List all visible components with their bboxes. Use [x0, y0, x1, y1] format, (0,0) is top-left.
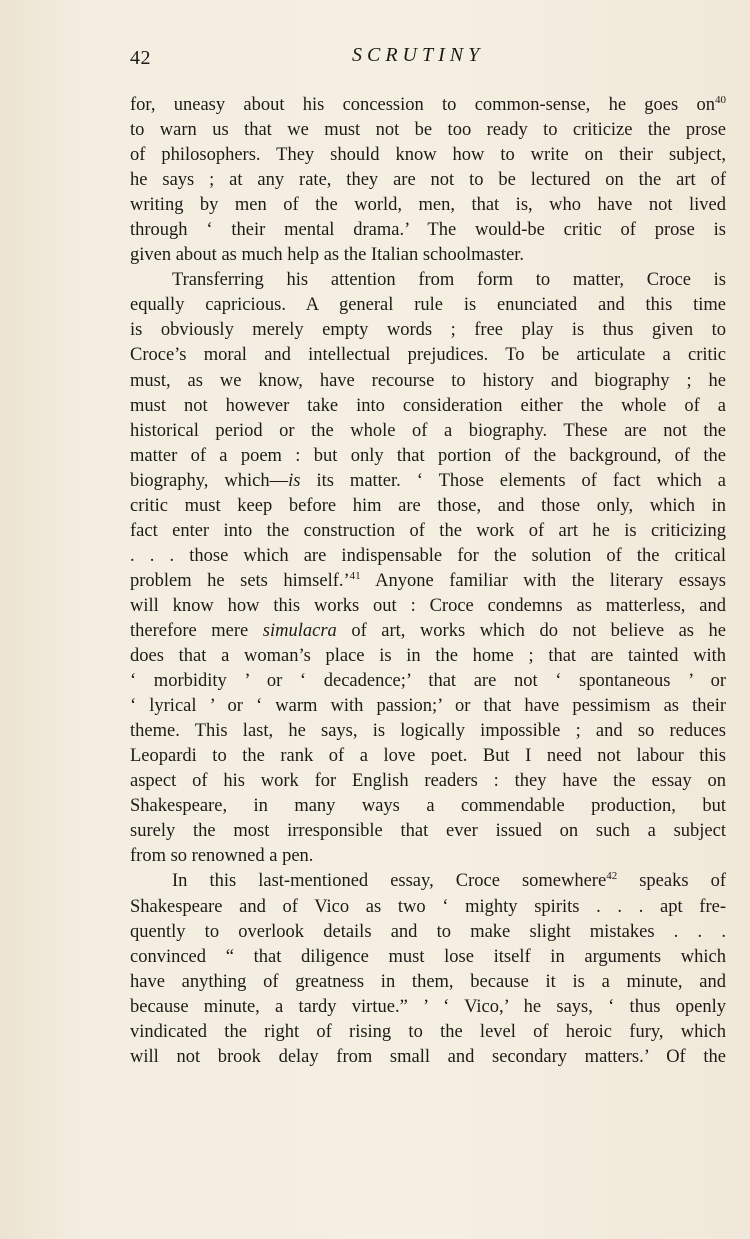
text-line: given about as much help as the Italian schoolmaster.: [130, 245, 525, 266]
text-line: must not however take into consideration either the whole of a: [130, 395, 726, 416]
text-line: equally capricious. A general rule is enunciated and this time: [130, 295, 726, 316]
running-title: SCRUTINY: [352, 44, 485, 66]
footnote-ref: 41: [349, 569, 361, 582]
text-line: [130, 93, 726, 118]
text-line: [130, 869, 726, 894]
text-line: [130, 469, 726, 494]
text-line: from so renowned a pen.: [130, 846, 314, 867]
text-line: surely the most irresponsible that ever issued on such a subject: [130, 821, 726, 842]
text-line: Leopardi to the rank of a love poet. But I need not labour this: [130, 746, 726, 767]
text-line: ‘ morbidity ’ or ‘ decadence;’ that are not ‘ spontaneous ’ or: [130, 671, 726, 692]
text-line: must, as we know, have recourse to history and biography ; he: [130, 370, 726, 391]
text-line: will know how this works out : Croce condemns as matterless, and: [130, 595, 726, 616]
emphasis: simulacra: [262, 620, 337, 641]
text-line: is obviously merely empty words ; free play is thus given to: [130, 320, 726, 341]
line-text: In this last-mentioned essay, Croce somewhere: [172, 871, 607, 892]
text-line: writing by men of the world, men, that is, who have not lived: [130, 195, 726, 216]
text-line: theme. This last, he says, is logically impossible ; and so reduces: [130, 721, 726, 742]
paragraph: [130, 93, 726, 268]
running-head: [130, 44, 726, 70]
text-line: . . . those which are indispensable for the solution of the critical: [130, 545, 726, 566]
text-line: through ‘ their mental drama.’ The would-be critic of prose is: [130, 220, 726, 241]
emphasis: is: [288, 470, 301, 491]
text-line: aspect of his work for English readers : they have the essay on: [130, 771, 726, 792]
paragraph: [130, 268, 726, 869]
text-line: [130, 569, 726, 594]
text-line: Transferring his attention from form to matter, Croce is: [172, 270, 726, 291]
line-text: its matter. ‘ Those elements of fact which a: [300, 470, 726, 491]
footnote-ref: 42: [606, 870, 618, 883]
text-line: [130, 619, 726, 644]
text-line: quently to overlook details and to make slight mistakes . . .: [130, 921, 726, 942]
line-text: Anyone familiar with the literary essays: [360, 570, 727, 591]
text-line: vindicated the right of rising to the level of heroic fury, which: [130, 1021, 726, 1042]
line-text: speaks of: [617, 871, 726, 892]
text-line: matter of a poem : but only that portion of the background, of the: [130, 445, 726, 466]
text-line: does that a woman’s place is in the home ; that are tainted with: [130, 646, 726, 667]
line-text: therefore mere: [130, 620, 263, 641]
text-line: Shakespeare and of Vico as two ‘ mighty spirits . . . apt fre-: [130, 896, 726, 917]
text-line: because minute, a tardy virtue.” ’ ‘ Vico,’ he says, ‘ thus openly: [130, 996, 726, 1017]
text-line: Croce’s moral and intellectual prejudices. To be articulate a critic: [130, 345, 726, 366]
line-text: biography, which—: [130, 470, 289, 491]
footnote-ref: 40: [715, 94, 726, 106]
text-line: he says ; at any rate, they are not to be lectured on the art of: [130, 170, 726, 191]
text-line: Shakespeare, in many ways a commendable production, but: [130, 796, 726, 817]
text-line: ‘ lyrical ’ or ‘ warm with passion;’ or that have pessimism as their: [130, 696, 726, 717]
body-text: [130, 93, 726, 1070]
text-line: of philosophers. They should know how to write on their subject,: [130, 145, 726, 166]
line-text: problem he sets himself.’: [130, 570, 350, 591]
text-line: fact enter into the construction of the work of art he is criticizing: [130, 520, 726, 541]
text-line: will not brook delay from small and secondary matters.’ Of the: [130, 1046, 726, 1067]
paragraph: [130, 869, 726, 1069]
text-line: to warn us that we must not be too ready to criticize the prose: [130, 120, 726, 141]
text-line: historical period or the whole of a biography. These are not the: [130, 420, 726, 441]
text-line: convinced “ that diligence must lose itself in arguments which: [130, 946, 726, 967]
line-text: of art, works which do not believe as he: [336, 620, 726, 641]
page-number: 42: [130, 47, 151, 69]
text-line: critic must keep before him are those, and those only, which in: [130, 495, 726, 516]
text-line: have anything of greatness in them, because it is a minute, and: [130, 971, 726, 992]
line-text: for, uneasy about his concession to common-sense, he goes on: [130, 95, 715, 115]
